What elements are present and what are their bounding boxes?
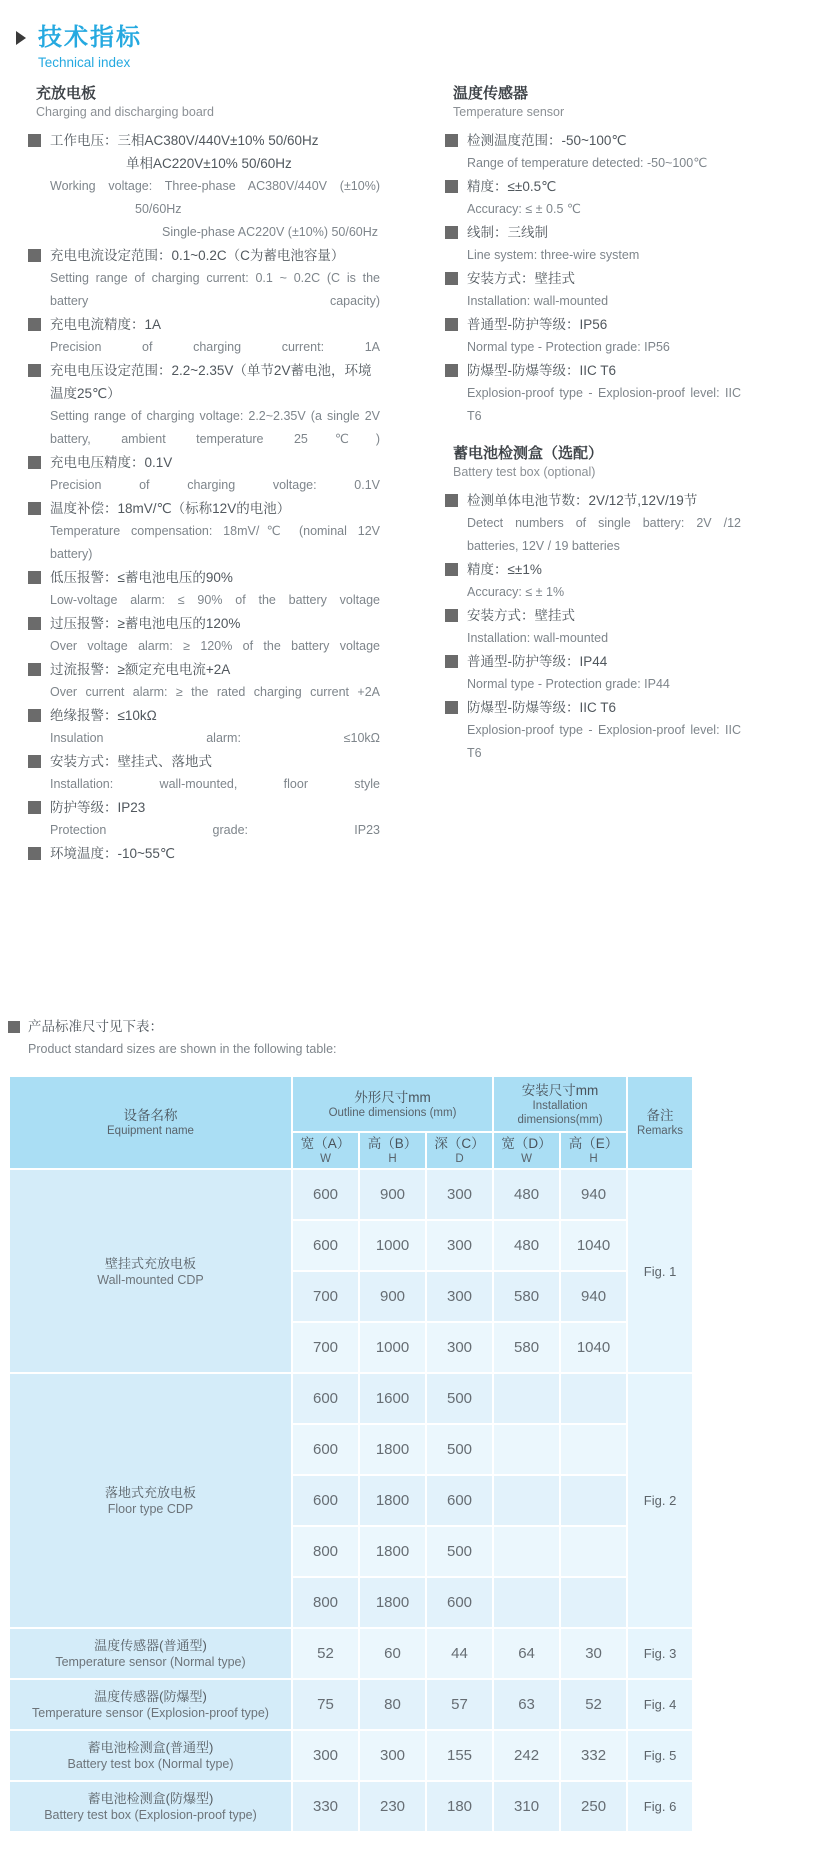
remark-cell: Fig. 6 (627, 1781, 693, 1832)
spec-label-cn: 温度补偿：18mV/℃（标称12V的电池） (50, 501, 291, 516)
dimension-value-cell: 800 (292, 1526, 359, 1577)
section-title-cn: 充放电板 (36, 85, 97, 102)
dimension-value-cell: 500 (426, 1373, 493, 1424)
spec-label-cn: 过流报警：≥额定充电电流+2A (50, 662, 231, 677)
table-intro-cn (8, 1018, 692, 1036)
dimension-value-cell: 80 (359, 1679, 426, 1730)
spec-label-en: Low-voltage alarm: ≤ 90% of the battery voltage (50, 593, 380, 607)
dimension-value-cell: 580 (493, 1271, 560, 1322)
section-title-cn: 蓄电池检测盒（选配） (453, 445, 604, 462)
dimension-value-cell: 600 (292, 1169, 359, 1220)
spec-label-cn: 防爆型-防爆等级：IIC T6 (467, 363, 617, 378)
spec-label-cn: 精度：≤±1% (467, 562, 542, 577)
spec-label-en: Installation: wall-mounted, floor style (50, 777, 380, 791)
dimension-value-cell: 940 (560, 1169, 627, 1220)
dimension-value-cell (493, 1424, 560, 1475)
spec-label-en: Insulation alarm: ≤10kΩ (50, 731, 380, 745)
spec-label-cn: 环境温度：-10~55℃ (50, 846, 176, 861)
spec-label-en: Normal type - Protection grade: IP56 (467, 340, 670, 354)
header-text-cn: 外形尺寸mm (354, 1089, 431, 1105)
size-table (8, 1075, 694, 1833)
col-header-cn: 宽（D） (501, 1136, 552, 1151)
spec-item (445, 604, 741, 650)
spec-label-en: Temperature compensation: 18mV/℃ (nominal 12V battery) (50, 524, 380, 561)
spec-label-en: Explosion-proof type - Explosion-proof level: IIC T6 (467, 723, 741, 760)
dimension-value-cell: 600 (292, 1220, 359, 1271)
spec-label-en-line3: Single-phase AC220V (±10%) 50/60Hz (162, 225, 379, 239)
header-text-en: Outline dimensions (mm) (328, 1106, 457, 1119)
col-header-en: H (589, 1153, 598, 1165)
spec-label-cn: 普通型-防护等级：IP56 (467, 317, 608, 332)
dimension-value-cell: 600 (292, 1424, 359, 1475)
section-arrow-icon (16, 31, 26, 45)
equipment-name-en: Temperature sensor (Normal type) (55, 1655, 246, 1669)
dimension-value-cell (560, 1475, 627, 1526)
bullet-square-icon (28, 847, 41, 860)
dimension-value-cell: 332 (560, 1730, 627, 1781)
equipment-name-en: Wall-mounted CDP (97, 1272, 204, 1287)
bullet-square-icon (445, 563, 458, 576)
spec-label-en: Installation: wall-mounted (467, 631, 609, 645)
equipment-name-cn: 壁挂式充放电板 (104, 1255, 196, 1271)
equipment-name-header (9, 1076, 292, 1169)
dimension-value-cell (560, 1526, 627, 1577)
col-header-en: D (455, 1153, 464, 1165)
spec-label-en: Explosion-proof type - Explosion-proof level: IIC T6 (467, 386, 741, 423)
spec-item (445, 175, 741, 221)
equipment-name-cell (9, 1730, 292, 1781)
dimension-value-cell: 1000 (359, 1220, 426, 1271)
remark-cell: Fig. 1 (627, 1169, 693, 1373)
dimension-value-cell: 52 (292, 1628, 359, 1679)
col-header-en: W (521, 1153, 532, 1165)
dimension-value-cell: 900 (359, 1271, 426, 1322)
temperature-sensor-spec-list (445, 129, 741, 428)
bullet-square-icon (445, 609, 458, 622)
dimension-value-cell: 180 (426, 1781, 493, 1832)
dimension-value-cell: 300 (426, 1271, 493, 1322)
dimension-col-header (292, 1132, 359, 1169)
bullet-square-icon (28, 617, 41, 630)
spec-item (28, 244, 380, 313)
bullet-square-icon (28, 456, 41, 469)
spec-item (28, 129, 380, 244)
spec-label-en: Accuracy: ≤ ± 0.5 ℃ (467, 202, 581, 216)
header-text-cn: 备注 (646, 1108, 674, 1123)
spec-label-cn: 安装方式：壁挂式、落地式 (50, 754, 212, 769)
table-row (9, 1679, 693, 1730)
dimension-value-cell: 60 (359, 1628, 426, 1679)
equipment-name-en: Temperature sensor (Explosion-proof type) (32, 1706, 269, 1720)
spec-item (28, 566, 380, 612)
col-header-en: W (320, 1153, 331, 1165)
header-text-en: Remarks (637, 1125, 684, 1137)
dimension-value-cell: 600 (426, 1577, 493, 1628)
dimension-value-cell: 1040 (560, 1220, 627, 1271)
spec-label-en: Accuracy: ≤ ± 1% (467, 585, 565, 599)
table-header-row (9, 1076, 693, 1132)
spec-item (28, 658, 380, 704)
col-header-en: H (388, 1153, 397, 1165)
sensor-column (445, 84, 741, 765)
bullet-square-icon (445, 701, 458, 714)
charging-board-heading (28, 84, 380, 120)
col-header-cn: 高（B） (367, 1136, 418, 1151)
charging-board-column (28, 84, 380, 865)
remark-cell: Fig. 2 (627, 1373, 693, 1628)
spec-label-cn: 检测单体电池节数：2V/12节,12V/19节 (467, 493, 698, 508)
bullet-square-icon (28, 571, 41, 584)
dimension-value-cell (493, 1577, 560, 1628)
spec-item (445, 313, 741, 359)
table-row (9, 1169, 693, 1220)
equipment-name-cn: 落地式充放电板 (104, 1485, 196, 1500)
header-text-en: Installation dimensions(mm) (517, 1099, 603, 1126)
col-header-cn: 宽（A） (300, 1136, 351, 1151)
equipment-name-cell (9, 1679, 292, 1730)
dimension-value-cell: 940 (560, 1271, 627, 1322)
bullet-square-icon (445, 180, 458, 193)
spec-item (28, 750, 380, 796)
spec-label-cn: 充电电压精度：0.1V (50, 455, 173, 470)
bullet-square-icon (28, 364, 41, 377)
spec-label-cn: 工作电压：三相AC380V/440V±10% 50/60Hz (50, 133, 319, 148)
col-header-cn: 深（C） (434, 1136, 485, 1151)
equipment-name-cn: 温度传感器(防爆型) (94, 1689, 207, 1704)
outline-dimensions-header (292, 1076, 493, 1132)
equipment-name-en: Floor type CDP (107, 1502, 194, 1516)
dimension-value-cell: 300 (292, 1730, 359, 1781)
remark-cell: Fig. 5 (627, 1730, 693, 1781)
dimension-value-cell: 500 (426, 1526, 493, 1577)
table-intro-en: Product standard sizes are shown in the following table: (28, 1042, 337, 1056)
spec-item (28, 796, 380, 842)
dimension-value-cell: 52 (560, 1679, 627, 1730)
size-table-section (8, 1018, 692, 1833)
spec-label-en: Installation: wall-mounted (467, 294, 609, 308)
dimension-value-cell (493, 1475, 560, 1526)
table-row (9, 1373, 693, 1424)
dimension-value-cell: 330 (292, 1781, 359, 1832)
dimension-value-cell: 155 (426, 1730, 493, 1781)
bullet-square-icon (445, 134, 458, 147)
bullet-square-icon (28, 134, 41, 147)
spec-label-en: Normal type - Protection grade: IP44 (467, 677, 670, 691)
dimension-value-cell (493, 1526, 560, 1577)
bullet-square-icon (28, 709, 41, 722)
dimension-value-cell: 500 (426, 1424, 493, 1475)
dimension-value-cell: 900 (359, 1169, 426, 1220)
bullet-square-icon (445, 318, 458, 331)
spec-label-cn-line2: 单相AC220V±10% 50/60Hz (126, 156, 292, 171)
title-row (16, 24, 142, 52)
spec-label-en: Protection grade: IP23 (50, 823, 380, 837)
remark-cell: Fig. 3 (627, 1628, 693, 1679)
spec-label-en: Over current alarm: ≥ the rated charging current +2A (50, 685, 380, 699)
spec-label-en: Range of temperature detected: -50~100℃ (467, 156, 708, 170)
spec-label-cn: 防护等级：IP23 (50, 800, 146, 815)
bullet-square-icon (28, 801, 41, 814)
page-subtitle: Technical index (38, 55, 131, 70)
charging-board-spec-list (28, 129, 380, 865)
dimension-value-cell: 1800 (359, 1577, 426, 1628)
spec-label-en: Over voltage alarm: ≥ 120% of the battery voltage (50, 639, 380, 653)
equipment-name-cell (9, 1628, 292, 1679)
dimension-value-cell: 75 (292, 1679, 359, 1730)
dimension-value-cell: 300 (359, 1730, 426, 1781)
spec-label-en-line2: 50/60Hz (135, 202, 182, 216)
spec-label-cn: 精度：≤±0.5℃ (467, 179, 557, 194)
equipment-name-cn: 蓄电池检测盒(普通型) (87, 1740, 214, 1755)
dimension-value-cell: 30 (560, 1628, 627, 1679)
bullet-square-icon (28, 663, 41, 676)
col-header-cn: 高（E） (568, 1136, 619, 1151)
header-text-cn: 设备名称 (123, 1108, 178, 1123)
dimension-value-cell: 1800 (359, 1424, 426, 1475)
bullet-square-icon (445, 226, 458, 239)
bullet-square-icon (8, 1021, 20, 1033)
spec-item (28, 842, 380, 865)
spec-label-cn: 防爆型-防爆等级：IIC T6 (467, 700, 617, 715)
section-title-cn: 温度传感器 (453, 85, 529, 102)
spec-label-en: Line system: three-wire system (467, 248, 640, 262)
dimension-value-cell: 1600 (359, 1373, 426, 1424)
dimension-value-cell: 310 (493, 1781, 560, 1832)
spec-label-cn: 线制：三线制 (467, 225, 548, 240)
equipment-name-cell (9, 1373, 292, 1628)
dimension-value-cell: 600 (292, 1475, 359, 1526)
spec-item (445, 650, 741, 696)
dimension-value-cell: 1800 (359, 1526, 426, 1577)
dimension-value-cell: 44 (426, 1628, 493, 1679)
dimension-value-cell (493, 1373, 560, 1424)
dimension-col-header (493, 1132, 560, 1169)
dimension-value-cell: 64 (493, 1628, 560, 1679)
spec-item (445, 129, 741, 175)
spec-item (445, 696, 741, 765)
dimension-value-cell: 480 (493, 1169, 560, 1220)
bullet-square-icon (28, 249, 41, 262)
equipment-name-cell (9, 1781, 292, 1832)
spec-label-en: Working voltage: Three-phase AC380V/440V (±10%) (50, 179, 380, 193)
dimension-value-cell: 1040 (560, 1322, 627, 1373)
spec-label-cn: 普通型-防护等级：IP44 (467, 654, 608, 669)
spec-item (28, 612, 380, 658)
spec-item (28, 451, 380, 497)
bullet-square-icon (445, 272, 458, 285)
spec-item (28, 359, 380, 451)
table-intro-text-cn: 产品标准尺寸见下表： (28, 1019, 163, 1034)
spec-item (445, 359, 741, 428)
dimension-value-cell: 242 (493, 1730, 560, 1781)
bullet-square-icon (445, 494, 458, 507)
equipment-name-cn: 温度传感器(普通型) (94, 1638, 207, 1653)
spec-label-cn: 过压报警：≥蓄电池电压的120% (50, 616, 241, 631)
spec-label-cn: 绝缘报警：≤10kΩ (50, 708, 157, 723)
spec-label-cn: 充电电压设定范围：2.2~2.35V（单节2V蓄电池，环境温度25℃） (50, 363, 372, 401)
bullet-square-icon (28, 318, 41, 331)
spec-label-en: Detect numbers of single battery: 2V /12 batteries, 12V / 19 batteries (467, 516, 741, 553)
bullet-square-icon (445, 655, 458, 668)
header-text-cn: 安装尺寸mm (521, 1082, 599, 1098)
dimension-value-cell: 600 (292, 1373, 359, 1424)
dimension-value-cell (560, 1424, 627, 1475)
dimension-value-cell: 480 (493, 1220, 560, 1271)
spec-label-cn: 安装方式：壁挂式 (467, 271, 575, 286)
temperature-sensor-heading (445, 84, 741, 120)
spec-label-cn: 充电电流精度：1A (50, 317, 162, 332)
dimension-value-cell: 800 (292, 1577, 359, 1628)
spec-label-cn: 安装方式：壁挂式 (467, 608, 575, 623)
dimension-value-cell: 1800 (359, 1475, 426, 1526)
spec-label-en: Setting range of charging voltage: 2.2~2.35V (a single 2V battery, ambient temperature 25℃) (50, 409, 380, 446)
dimension-value-cell: 300 (426, 1169, 493, 1220)
dimension-value-cell (560, 1577, 627, 1628)
battery-box-heading (445, 444, 741, 480)
dimension-value-cell: 63 (493, 1679, 560, 1730)
page-title: 技术指标 (38, 24, 142, 51)
size-table-body (9, 1169, 693, 1832)
dimension-value-cell: 230 (359, 1781, 426, 1832)
remarks-header (627, 1076, 693, 1169)
spec-label-cn: 检测温度范围：-50~100℃ (467, 133, 627, 148)
dimension-value-cell: 600 (426, 1475, 493, 1526)
battery-box-spec-list (445, 489, 741, 765)
spec-label-cn: 低压报警：≤蓄电池电压的90% (50, 570, 233, 585)
table-row (9, 1628, 693, 1679)
dimension-value-cell: 300 (426, 1322, 493, 1373)
installation-dimensions-header (493, 1076, 627, 1132)
size-table-head (9, 1076, 693, 1169)
header-text-en: Equipment name (107, 1125, 194, 1137)
spec-item (28, 497, 380, 566)
spec-label-cn: 充电电流设定范围：0.1~0.2C（C为蓄电池容量） (50, 248, 345, 263)
section-title-en: Charging and discharging board (36, 105, 214, 119)
dimension-value-cell: 580 (493, 1322, 560, 1373)
spec-item (445, 558, 741, 604)
equipment-name-cell (9, 1169, 292, 1373)
spec-label-en: Precision of charging current: 1A (50, 340, 380, 354)
spec-item (28, 704, 380, 750)
dimension-col-header (560, 1132, 627, 1169)
page-header (16, 24, 142, 70)
dimension-value-cell: 57 (426, 1679, 493, 1730)
bullet-square-icon (28, 755, 41, 768)
dimension-value-cell: 250 (560, 1781, 627, 1832)
dimension-col-header (359, 1132, 426, 1169)
table-row (9, 1781, 693, 1832)
dimension-value-cell (560, 1373, 627, 1424)
bullet-square-icon (28, 502, 41, 515)
spec-item (445, 267, 741, 313)
equipment-name-cn: 蓄电池检测盒(防爆型) (87, 1791, 214, 1806)
bullet-square-icon (445, 364, 458, 377)
dimension-value-cell: 1000 (359, 1322, 426, 1373)
spec-label-en: Precision of charging voltage: 0.1V (50, 478, 380, 492)
dimension-col-header (426, 1132, 493, 1169)
spec-item (445, 221, 741, 267)
equipment-name-en: Battery test box (Normal type) (67, 1757, 234, 1771)
equipment-name-en: Battery test box (Explosion-proof type) (44, 1808, 257, 1822)
section-title-en: Temperature sensor (453, 105, 565, 119)
dimension-value-cell: 700 (292, 1271, 359, 1322)
dimension-value-cell: 300 (426, 1220, 493, 1271)
spec-label-en: Setting range of charging current: 0.1 ~ 0.2C (C is the battery capacity) (50, 271, 380, 308)
dimension-value-cell: 700 (292, 1322, 359, 1373)
spec-item (28, 313, 380, 359)
remark-cell: Fig. 4 (627, 1679, 693, 1730)
table-row (9, 1730, 693, 1781)
section-title-en: Battery test box (optional) (453, 465, 596, 479)
spec-item (445, 489, 741, 558)
